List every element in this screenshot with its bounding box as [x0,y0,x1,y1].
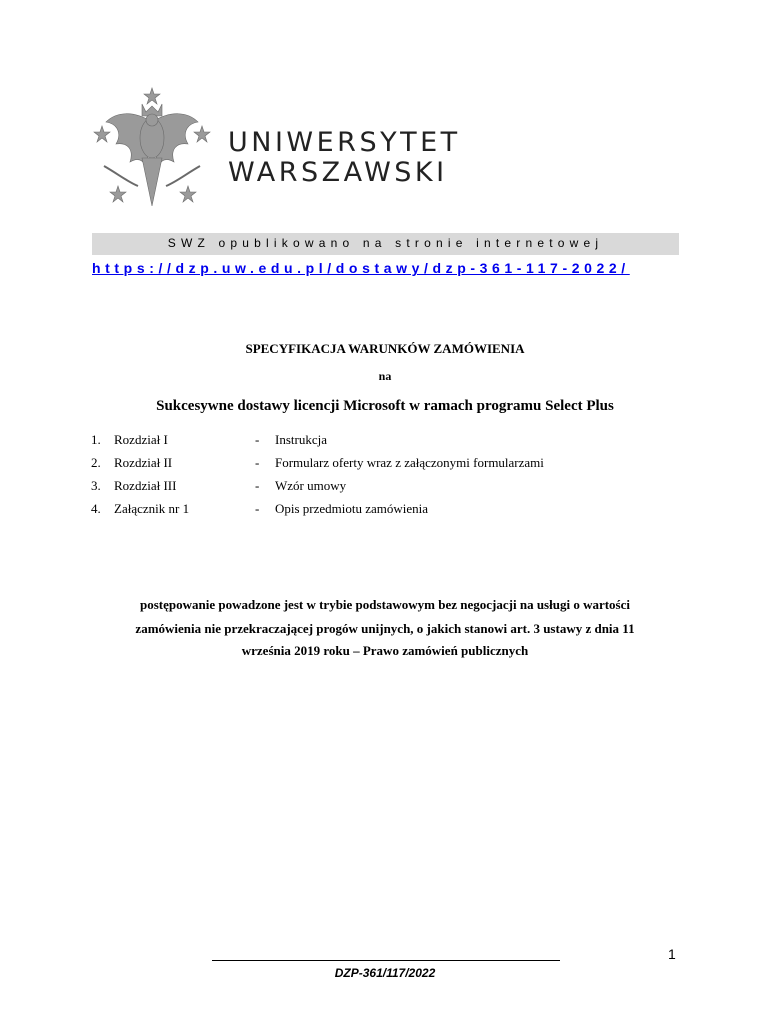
toc-item [0,501,770,519]
banner-text: SWZ opublikowano na stronie internetowej [167,236,604,250]
toc-name: Rozdział I [114,432,168,447]
publication-url-link[interactable]: https://dzp.uw.edu.pl/dostawy/dzp-361-117-2022/ [92,260,630,276]
procedure-note-line2: zamówienia nie przekraczającej progów unijnych, o jakich stanowi art. 3 ustawy z dnia 11 [135,621,635,636]
footer-reference-code: DZP-361/117/2022 [334,966,436,980]
document-subject: Sukcesywne dostawy licencji Microsoft w ramach programu Select Plus [156,398,614,414]
toc-item [0,478,770,496]
page-number: 1 [668,946,676,962]
toc-name: Załącznik nr 1 [114,501,190,516]
toc-description: Instrukcja [275,432,327,447]
eagle-emblem-icon [88,82,228,222]
toc-number: 4. [91,501,101,516]
document-title-na: na [378,369,392,383]
toc-description: Formularz oferty wraz z załączonymi formularzami [275,455,544,470]
procedure-note-line3: września 2019 roku – Prawo zamówień publicznych [241,643,529,658]
toc-description: Opis przedmiotu zamówienia [275,501,429,516]
toc-description: Wzór umowy [275,478,347,493]
logo-text-line1: UNIWERSYTET [228,127,461,158]
toc-number: 2. [91,455,101,470]
toc-item [0,432,770,450]
toc-dash: - [255,501,260,516]
toc-item [0,455,770,473]
toc-dash: - [255,455,260,470]
document-title: SPECYFIKACJA WARUNKÓW ZAMÓWIENIA [245,341,525,356]
university-logo [88,82,461,222]
logo-text-line2: WARSZAWSKI [228,157,448,188]
toc-name: Rozdział III [114,478,177,493]
toc-dash: - [255,478,260,493]
procedure-note-line1: postępowanie powadzone jest w trybie podstawowym bez negocjacji na usługi o wartości [139,597,630,612]
toc-dash: - [255,432,260,447]
publication-banner [92,233,679,255]
toc-number: 1. [91,432,101,447]
footer-divider [212,960,560,961]
toc-name: Rozdział II [114,455,173,470]
toc-number: 3. [91,478,101,493]
